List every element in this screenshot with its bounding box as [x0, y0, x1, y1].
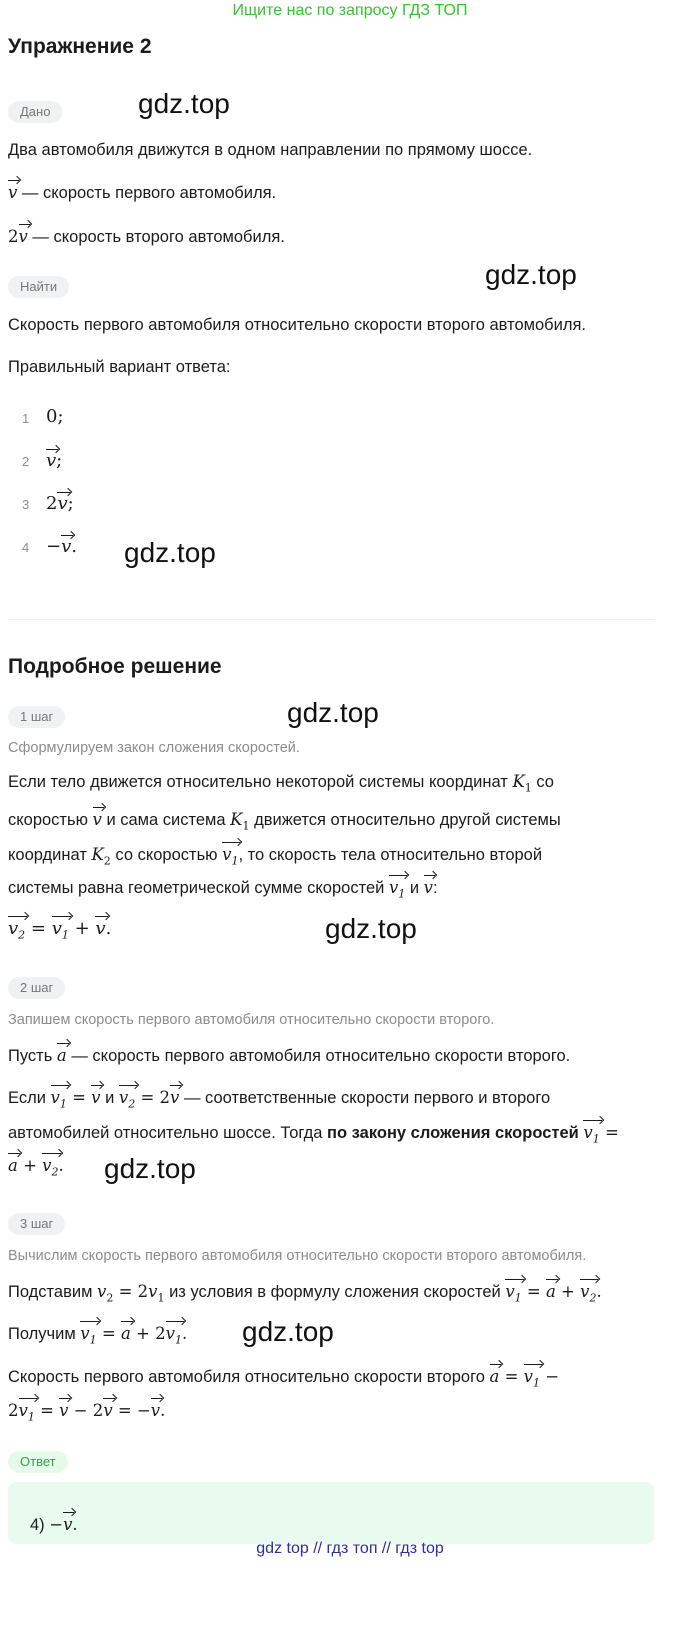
option-number: 4	[22, 540, 30, 555]
solution-text: Подставим $v_2 = 2v_1$ из условия в формулу сложения скоростей $v_1 = a + v_2$.	[8, 1277, 602, 1310]
formula: $v_2 = v_1 + v$.	[8, 914, 111, 948]
option-number: 3	[22, 497, 30, 512]
step-subtitle: Запишем скорость первого автомобиля относительно скорости второго.	[8, 1012, 495, 1028]
page-title: Упражнение 2	[8, 35, 152, 58]
vector-v: v	[8, 178, 17, 205]
watermark: gdz.top	[242, 1316, 334, 1347]
step-badge: 1 шаг	[8, 706, 65, 728]
solution-text: Если $v_1 = v$ и $v_2 = 2v$ — соответственные скорости первого и второго	[8, 1083, 550, 1116]
option-number: 2	[22, 454, 30, 469]
option-value: 0;	[46, 406, 64, 427]
solution-text: Пусть a — скорость первого автомобиля относительно скорости второго.	[8, 1041, 570, 1068]
answer-text: 4) −v.	[30, 1510, 78, 1537]
solution-text: Скорость первого автомобиля относительно скорости второго $a = v_1$ −	[8, 1362, 559, 1395]
find-line: Скорость первого автомобиля относительно скорости второго автомобиля.	[8, 316, 586, 334]
find-badge: Найти	[8, 276, 69, 298]
step-badge: 2 шаг	[8, 977, 65, 999]
solution-text: скоростью v и сама система $K_1$ движется относительно другой системы	[8, 805, 561, 838]
step-subtitle: Сформулируем закон сложения скоростей.	[8, 740, 300, 756]
search-banner[interactable]: Ищите нас по запросу ГДЗ ТОП	[232, 2, 468, 19]
given-line: v — скорость первого автомобиля.	[8, 178, 276, 205]
answer-badge: Ответ	[8, 1451, 68, 1473]
option-value: 2v;	[46, 490, 74, 514]
watermark: gdz.top	[138, 88, 230, 119]
solution-text: автомобилей относительно шоссе. Тогда по закону сложения скоростей $v_1$ =	[8, 1118, 619, 1151]
option-number: 1	[22, 411, 30, 426]
solution-heading: Подробное решение	[8, 655, 222, 678]
watermark: gdz.top	[325, 913, 417, 944]
given-badge: Дано	[8, 101, 62, 123]
step-subtitle: Вычислим скорость первого автомобиля относительно скорости второго автомобиля.	[8, 1248, 587, 1264]
answer-box	[8, 1482, 654, 1544]
solution-text: координат $K_2$ со скоростью $v_1$, то скорость тела относительно второй	[8, 840, 542, 873]
watermark: gdz.top	[104, 1153, 196, 1184]
watermark: gdz.top	[124, 537, 216, 568]
solution-text: Получим $v_1 = a + 2v_1$.	[8, 1319, 187, 1352]
option-value: v;	[46, 447, 62, 471]
section-divider	[8, 619, 654, 620]
watermark: gdz.top	[485, 259, 577, 290]
solution-text: системы равна геометрической сумме скоростей $v_1$ и v:	[8, 873, 438, 906]
footer-links[interactable]: gdz top // гдз топ // гдз top	[256, 1540, 444, 1557]
find-line: Правильный вариант ответа:	[8, 358, 231, 376]
solution-text: $2v_1 = v - 2v = -v$.	[8, 1396, 165, 1429]
given-line: 2v — скорость второго автомобиля.	[8, 222, 285, 249]
option-value: −v.	[46, 533, 77, 557]
step-badge: 3 шаг	[8, 1213, 65, 1235]
given-line: Два автомобиля движутся в одном направлении по прямому шоссе.	[8, 141, 533, 159]
solution-text: Если тело движется относительно некоторой системы координат $K_1$ со	[8, 772, 554, 795]
watermark: gdz.top	[287, 697, 379, 728]
solution-text: $a + v_2$.	[8, 1151, 64, 1184]
vector-v: v	[19, 222, 28, 249]
